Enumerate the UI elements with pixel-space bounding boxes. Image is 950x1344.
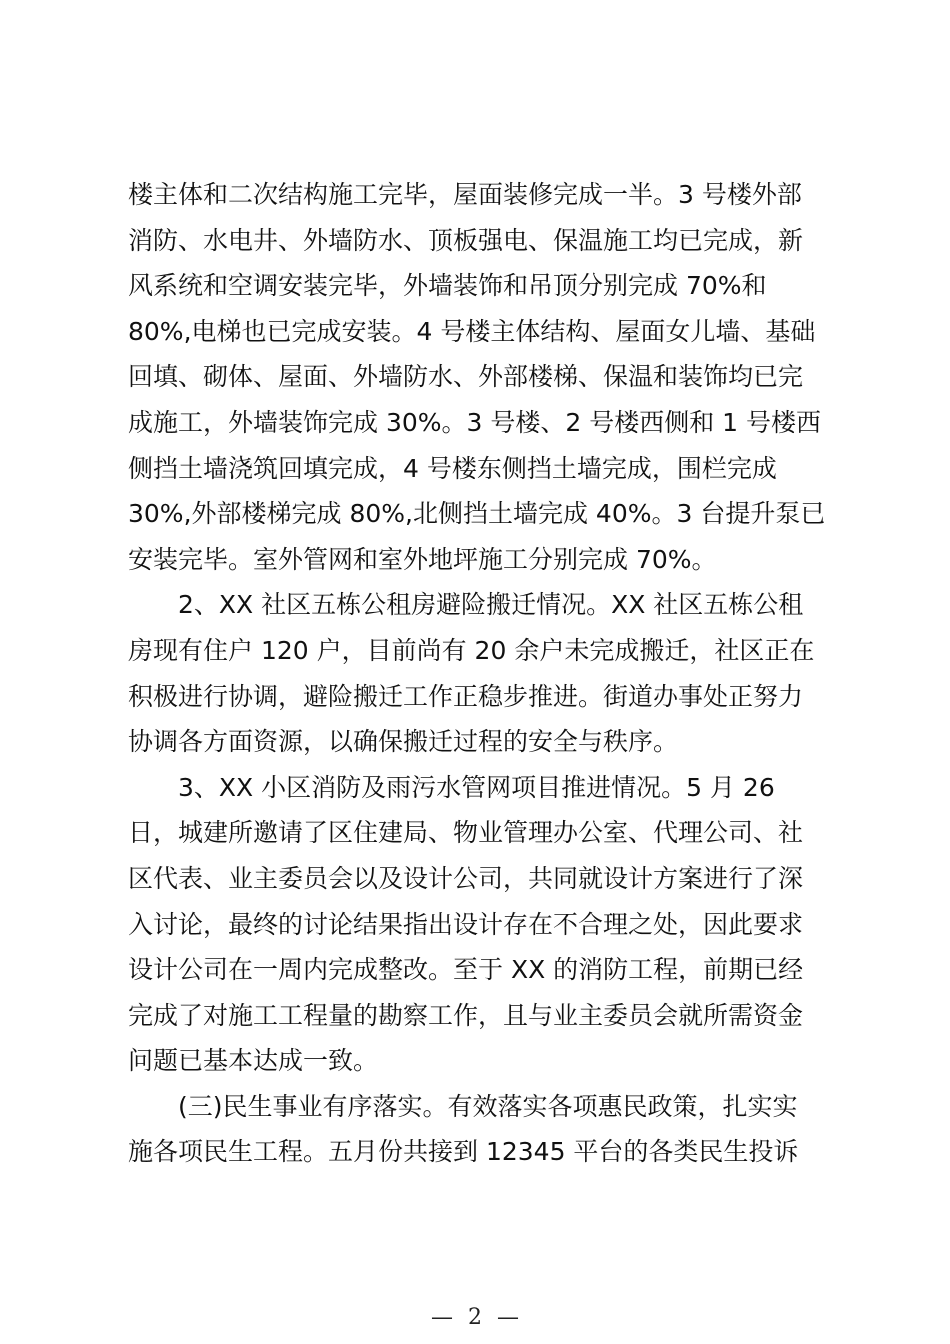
text-line: 3、XX 小区消防及雨污水管网项目推进情况。5 月 26 bbox=[128, 772, 775, 802]
text-line: 日，城建所邀请了区住建局、物业管理办公室、代理公司、社 bbox=[128, 818, 804, 848]
text-line: 设计公司在一周内完成整改。至于 XX 的消防工程，前期已经 bbox=[128, 955, 804, 985]
text-line: 2、XX 社区五栋公租房避险搬迁情况。XX 社区五栋公租 bbox=[128, 590, 804, 620]
text-line: 侧挡土墙浇筑回填完成，4 号楼东侧挡土墙完成，围栏完成 bbox=[128, 453, 777, 483]
page-footer bbox=[0, 1298, 950, 1338]
text-line: 施各项民生工程。五月份共接到 12345 平台的各类民生投诉 bbox=[128, 1137, 799, 1167]
footer-dash-right: — bbox=[497, 1305, 519, 1330]
text-line: 完成了对施工工程量的勘察工作，且与业主委员会就所需资金 bbox=[128, 1000, 804, 1030]
text-line: 房现有住户 120 户，目前尚有 20 余户未完成搬迁，社区正在 bbox=[128, 635, 815, 665]
text-line: 消防、水电井、外墙防水、顶板强电、保温施工均已完成，新 bbox=[128, 225, 804, 255]
text-line: 安装完毕。室外管网和室外地坪施工分别完成 70%。 bbox=[128, 544, 717, 574]
body-text bbox=[128, 172, 833, 1175]
text-line: 风系统和空调安装完毕，外墙装饰和吊顶分别完成 70%和 bbox=[128, 271, 767, 301]
page-number: 2 bbox=[468, 1305, 482, 1330]
text-line: 协调各方面资源，以确保搬迁过程的安全与秩序。 bbox=[128, 727, 679, 757]
text-line: (三)民生事业有序落实。有效落实各项惠民政策，扎实实 bbox=[128, 1091, 798, 1121]
text-line: 区代表、业主委员会以及设计公司，共同就设计方案进行了深 bbox=[128, 863, 804, 893]
text-line: 问题已基本达成一致。 bbox=[128, 1046, 379, 1076]
text-line: 楼主体和二次结构施工完毕，屋面装修完成一半。3 号楼外部 bbox=[128, 180, 802, 209]
text-line: 30%,外部楼梯完成 80%,北侧挡土墙完成 40%。3 台提升泵已 bbox=[128, 499, 826, 529]
text-line: 入讨论，最终的讨论结果指出设计存在不合理之处，因此要求 bbox=[128, 909, 804, 939]
footer-dash-left: — bbox=[431, 1305, 453, 1330]
text-line: 成施工，外墙装饰完成 30%。3 号楼、2 号楼西侧和 1 号楼西 bbox=[128, 407, 822, 437]
text-line: 80%,电梯也已完成安装。4 号楼主体结构、屋面女儿墙、基础 bbox=[128, 316, 816, 346]
text-line: 回填、砌体、屋面、外墙防水、外部楼梯、保温和装饰均已完 bbox=[128, 362, 804, 392]
text-line: 积极进行协调，避险搬迁工作正稳步推进。街道办事处正努力 bbox=[128, 681, 804, 711]
